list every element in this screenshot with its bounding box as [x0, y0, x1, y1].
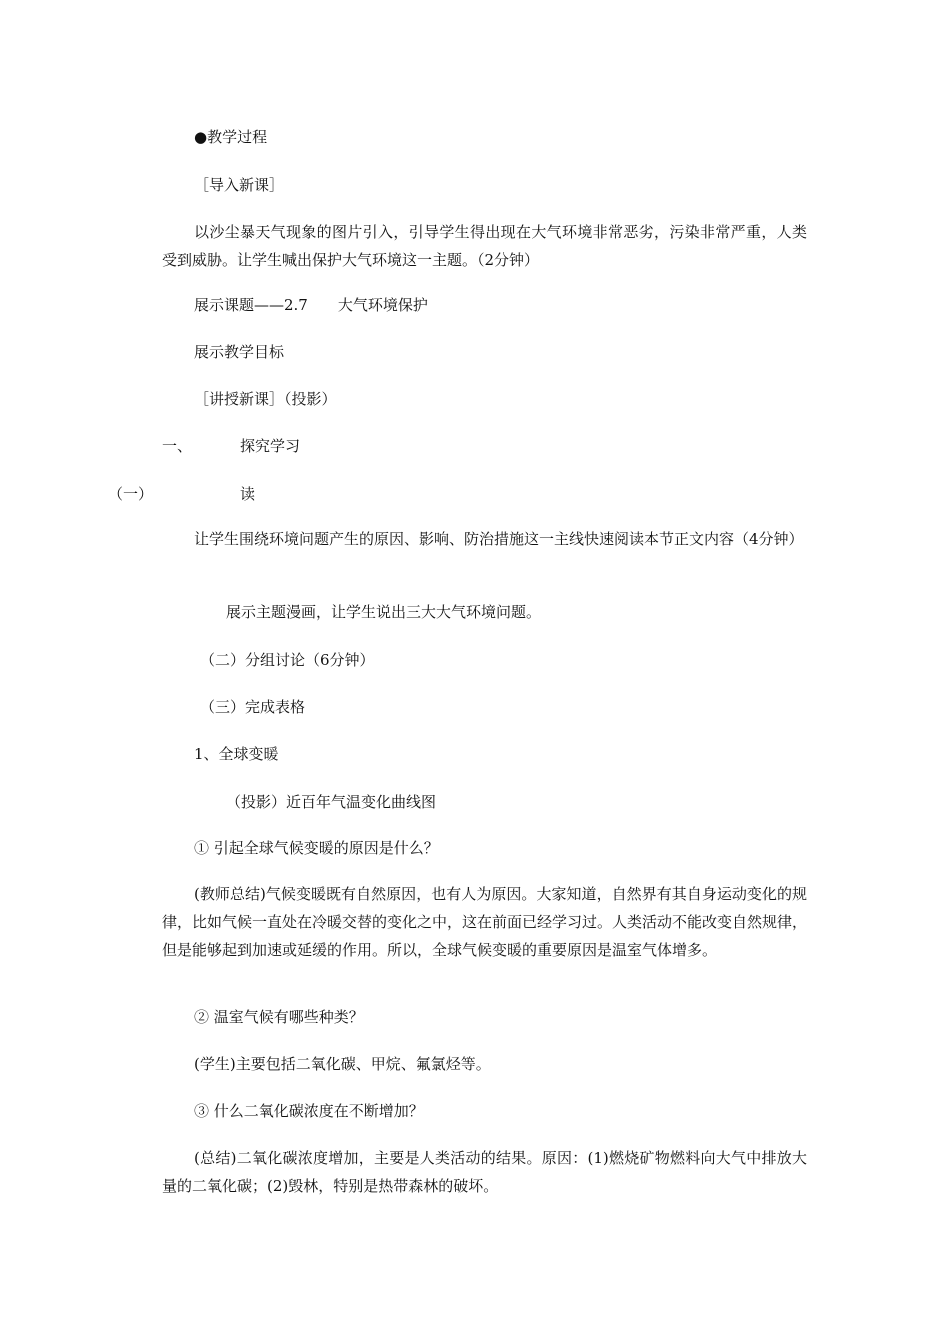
- cartoon-line: 展示主题漫画，让学生说出三大大气环境问题。: [226, 603, 542, 621]
- answer2: (学生)主要包括二氧化碳、甲烷、氟氯烃等。: [194, 1055, 491, 1073]
- lecture-heading: ［讲授新课］（投影）: [194, 390, 337, 408]
- subsection2-heading: （二）分组讨论（6分钟）: [200, 651, 375, 669]
- teaching-process-heading: ●教学过程: [194, 128, 268, 146]
- projection-curve-line: （投影）近百年气温变化曲线图: [226, 793, 437, 811]
- question3: ③ 什么二氧化碳浓度在不断增加？: [194, 1102, 424, 1120]
- intro-paragraph: 以沙尘暴天气现象的图片引入，引导学生得出现在大气环境非常恶劣，污染非常严重，人类受到威胁。让学生喊出保护大气环境这一主题。（2分钟）: [162, 223, 807, 269]
- answer3-paragraph: (总结)二氧化碳浓度增加，主要是人类活动的结果。原因：(1)燃烧矿物燃料向大气中排放大量的二氧化碳；(2)毁林，特别是热带森林的破坏。: [162, 1149, 807, 1195]
- intro-heading: ［导入新课］: [194, 176, 285, 194]
- question1: ① 引起全球气候变暖的原因是什么？: [194, 839, 439, 857]
- show-topic-line: 展示课题——2.7 大气环境保护: [194, 296, 428, 314]
- section1-title: 探究学习: [240, 437, 301, 455]
- question2: ② 温室气候有哪些种类？: [194, 1008, 364, 1026]
- item1-heading: 1、全球变暖: [194, 745, 279, 763]
- subsection1-number: （一）: [108, 485, 154, 503]
- subsection3-heading: （三）完成表格: [200, 698, 306, 716]
- reading-paragraph: 让学生围绕环境问题产生的原因、影响、防治措施这一主线快速阅读本节正文内容（4分钟）: [194, 530, 804, 548]
- section1-number: 一、: [162, 437, 193, 455]
- subsection1-title: 读: [240, 485, 256, 503]
- answer1-paragraph: (教师总结)气候变暖既有自然原因，也有人为原因。大家知道，自然界有其自身运动变化的规律，比如气候一直处在冷暖交替的变化之中，这在前面已经学习过。人类活动不能改变自然规律，但是能够起到加速或延缓的作用。所以，全球气候变暖的重要原因是温室气体增多。: [162, 885, 808, 959]
- show-goals-line: 展示教学目标: [194, 343, 285, 361]
